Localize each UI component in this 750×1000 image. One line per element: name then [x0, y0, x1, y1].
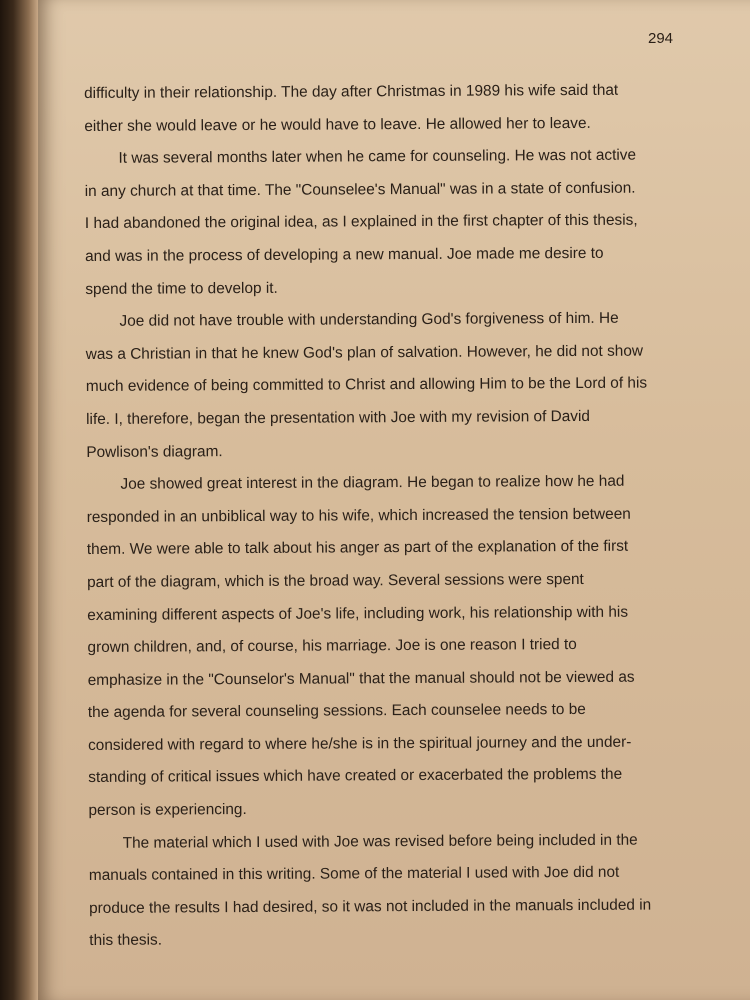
text-line: this thesis.	[89, 931, 163, 950]
text-line: responded in an unbiblical way to his wife, which increased the tension between	[86, 505, 631, 526]
text-line: the agenda for several counseling sessions. Each counselee needs to be	[87, 701, 586, 722]
text-line: produce the results I had desired, so it was not included in the manuals included in	[89, 896, 652, 917]
text-line: part of the diagram, which is the broad way. Several sessions were spent	[87, 570, 584, 591]
text-line: examining different aspects of Joe's life, including work, his relationship with his	[87, 603, 629, 624]
text-line: person is experiencing.	[88, 801, 247, 820]
paragraph	[85, 302, 696, 469]
text-line: The material which I used with Joe was revised before being included in the	[122, 831, 638, 852]
text-line: life. I, therefore, began the presentation with Joe with my revision of David	[86, 407, 591, 428]
text-line: I had abandoned the original idea, as I explained in the first chapter of this thesis,	[84, 211, 638, 233]
book-page	[38, 0, 750, 1000]
body-text	[84, 74, 699, 958]
text-line: was a Christian in that he knew God's plan of salvation. However, he did not show	[85, 342, 644, 363]
text-line: in any church at that time. The "Counselee's Manual" was in a state of confusion.	[84, 179, 636, 200]
paragraph	[89, 824, 700, 958]
text-line: much evidence of being committed to Christ and allowing Him to be the Lord of his	[85, 374, 648, 396]
text-line: difficulty in their relationship. The day after Christmas in 1989 his wife said that	[84, 81, 619, 102]
text-line: and was in the process of developing a new manual. Joe made me desire to	[85, 244, 604, 265]
text-line: either she would leave or he would have to leave. He allowed her to leave.	[84, 114, 591, 135]
text-line: considered with regard to where he/she is in the spiritual journey and the under-	[88, 733, 632, 754]
text-line: spend the time to develop it.	[85, 279, 278, 298]
paragraph	[84, 74, 694, 143]
text-line: Joe showed great interest in the diagram. He began to realize how he had	[120, 472, 625, 493]
book-binding	[0, 0, 38, 1000]
page-number: 294	[648, 30, 674, 47]
text-line: Joe did not have trouble with understanding God's forgiveness of him. He	[119, 309, 619, 330]
text-line: Powlison's diagram.	[86, 442, 223, 461]
paragraph	[86, 465, 698, 827]
text-line: It was several months later when he came for counseling. He was not active	[118, 146, 637, 167]
text-line: standing of critical issues which have created or exacerbated the problems the	[88, 766, 623, 787]
text-line: emphasize in the "Counselor's Manual" that the manual should not be viewed as	[87, 668, 635, 689]
paragraph	[84, 139, 695, 306]
text-line: them. We were able to talk about his anger as part of the explanation of the first	[86, 537, 629, 559]
text-line: manuals contained in this writing. Some of the material I used with Joe did not	[88, 863, 620, 885]
text-line: grown children, and, of course, his marriage. Joe is one reason I tried to	[87, 636, 577, 657]
